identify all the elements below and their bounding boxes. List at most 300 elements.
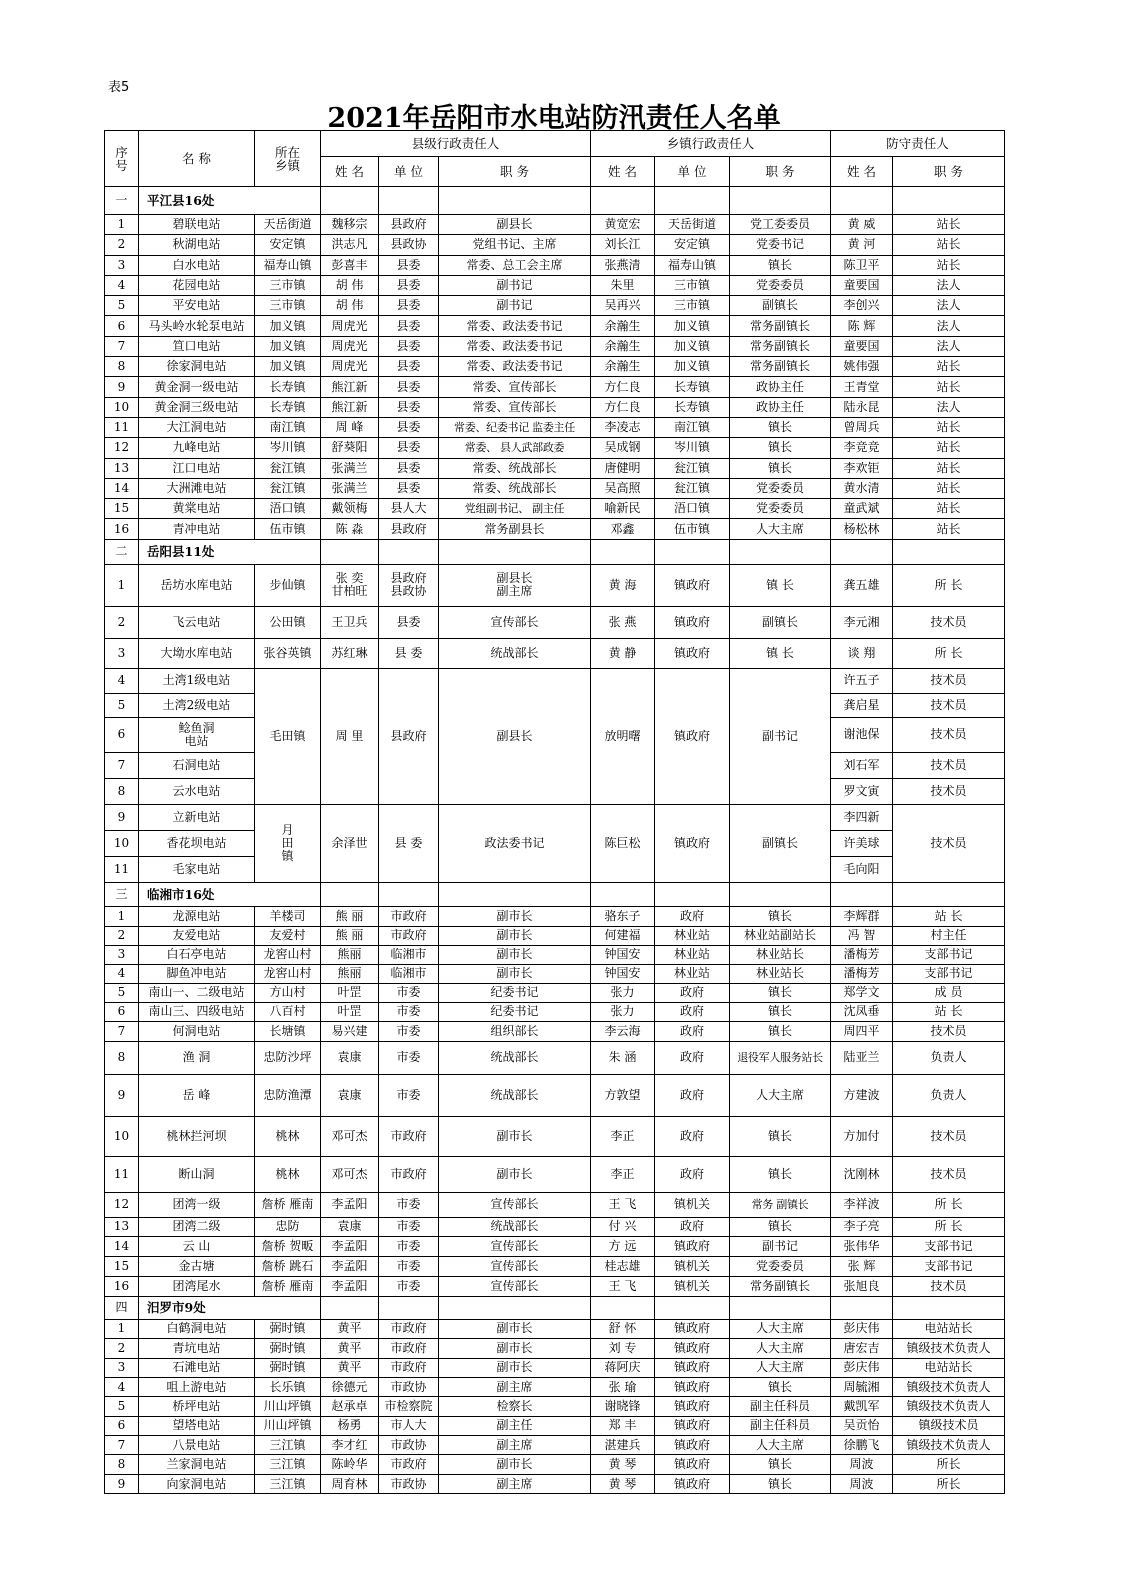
table-cell: 李子亮 <box>831 1217 893 1236</box>
table-cell: 8 <box>105 1041 139 1074</box>
header-township-unit: 单 位 <box>655 157 730 187</box>
table-cell: 11 <box>105 856 139 882</box>
table-cell: 负责人 <box>893 1041 1005 1074</box>
header-county-duty: 职 务 <box>439 157 591 187</box>
section-title: 临湘市16处 <box>139 882 321 906</box>
table-cell: 毛田镇 <box>255 668 321 804</box>
table-cell: 2 <box>105 606 139 638</box>
table-cell: 三市镇 <box>255 296 321 316</box>
header-town: 所在 乡镇 <box>255 131 321 187</box>
table-cell: 法人 <box>893 316 1005 336</box>
table-cell: 常委、政法委书记 <box>439 316 591 336</box>
table-cell: 邓可杰 <box>321 1116 379 1156</box>
table-cell: 党工委委员 <box>730 215 831 235</box>
table-cell: 月 田 镇 <box>255 804 321 882</box>
table-cell: 3 <box>105 945 139 964</box>
empty-cell <box>379 882 439 906</box>
table-cell: 市委 <box>379 1074 439 1116</box>
table-cell: 镇长 <box>730 1116 831 1156</box>
table-cell: 长乐镇 <box>255 1377 321 1396</box>
table-cell: 长寿镇 <box>255 397 321 417</box>
table-row <box>105 1074 1005 1116</box>
table-cell: 人大主席 <box>730 1319 831 1338</box>
empty-cell <box>591 539 655 564</box>
table-cell: 李才红 <box>321 1436 379 1455</box>
table-cell: 电站站长 <box>893 1319 1005 1338</box>
table-cell: 政府 <box>655 1021 730 1041</box>
table-cell: 胡 伟 <box>321 296 379 316</box>
table-row <box>105 215 1005 235</box>
table-cell: 青坑电站 <box>139 1339 255 1358</box>
table-row <box>105 397 1005 417</box>
table-cell: 桃林 <box>255 1116 321 1156</box>
table-cell: 云水电站 <box>139 778 255 804</box>
table-row <box>105 478 1005 498</box>
table-cell: 支部书记 <box>893 1236 1005 1256</box>
table-cell: 退役军人服务站长 <box>730 1041 831 1074</box>
table-cell: 负责人 <box>893 1074 1005 1116</box>
table-row <box>105 316 1005 336</box>
header-guard-group: 防守责任人 <box>831 131 1005 157</box>
table-cell: 副县长 <box>439 215 591 235</box>
table-cell: 副主任科员 <box>730 1416 831 1435</box>
table-cell: 谈 翔 <box>831 638 893 668</box>
table-cell: 3 <box>105 255 139 275</box>
table-cell: 镇长 <box>730 417 831 437</box>
table-cell: 市政府 <box>379 1358 439 1377</box>
table-cell: 副主席 <box>439 1377 591 1396</box>
table-cell: 陈卫平 <box>831 255 893 275</box>
table-cell: 副市长 <box>439 1339 591 1358</box>
table-cell: 三市镇 <box>255 275 321 295</box>
table-cell: 步仙镇 <box>255 564 321 606</box>
table-row <box>105 1416 1005 1435</box>
table-cell: 詹桥 雁南 <box>255 1192 321 1217</box>
table-row <box>105 564 1005 606</box>
table-cell: 副市长 <box>439 1358 591 1377</box>
table-cell: 县 委 <box>379 638 439 668</box>
table-cell: 政协主任 <box>730 377 831 397</box>
table-cell: 熊 丽 <box>321 906 379 926</box>
table-cell: 桂志雄 <box>591 1256 655 1276</box>
county-duty-pair <box>439 564 591 606</box>
table-cell: 常务副镇长 <box>730 357 831 377</box>
table-cell: 统战部长 <box>439 1074 591 1116</box>
table-cell: 童武斌 <box>831 499 893 519</box>
table-cell: 朱里 <box>591 275 655 295</box>
table-cell: 常委、纪委书记 监委主任 <box>439 417 591 437</box>
empty-cell <box>831 882 893 906</box>
section-row <box>105 187 1005 215</box>
table-cell: 苏红琳 <box>321 638 379 668</box>
table-cell: 李凌志 <box>591 417 655 437</box>
table-cell: 人大主席 <box>730 1358 831 1377</box>
table-row <box>105 1377 1005 1396</box>
table-cell: 龙窖山村 <box>255 945 321 964</box>
table-cell: 徐德元 <box>321 1377 379 1396</box>
table-cell: 瓮江镇 <box>255 478 321 498</box>
table-cell: 市政府 <box>379 1116 439 1156</box>
table-cell: 镇级技术员 <box>893 1416 1005 1435</box>
table-cell: 朱 涵 <box>591 1041 655 1074</box>
empty-cell <box>591 1296 655 1319</box>
table-cell: 副主任 <box>439 1416 591 1435</box>
table-cell: 镇政府 <box>655 1236 730 1256</box>
table-cell: 白石亭电站 <box>139 945 255 964</box>
table-cell: 彭庆伟 <box>831 1319 893 1338</box>
table-row <box>105 1116 1005 1156</box>
table-cell: 李四新 <box>831 804 893 830</box>
table-cell: 放明曙 <box>591 668 655 804</box>
table-cell: 技术员 <box>893 668 1005 693</box>
table-cell: 林业站 <box>655 945 730 964</box>
unit-name: 县政协 <box>390 584 427 599</box>
table-cell: 方仁良 <box>591 377 655 397</box>
table-cell: 7 <box>105 336 139 356</box>
table-cell: 林业站长 <box>730 964 831 983</box>
table-cell: 桥坪电站 <box>139 1397 255 1416</box>
table-cell: 张 辉 <box>831 1256 893 1276</box>
table-cell: 镇长 <box>730 906 831 926</box>
table-cell: 政府 <box>655 1041 730 1074</box>
table-row <box>105 1256 1005 1276</box>
table-cell: 副镇长 <box>730 606 831 638</box>
table-row <box>105 906 1005 926</box>
header-county-group: 县级行政责任人 <box>321 131 591 157</box>
table-cell: 常务副县长 <box>439 519 591 539</box>
table-cell: 所长 <box>893 1474 1005 1493</box>
table-cell: 周毓湘 <box>831 1377 893 1396</box>
table-cell: 纪委书记 <box>439 983 591 1002</box>
table-cell: 党委委员 <box>730 478 831 498</box>
table-row <box>105 1276 1005 1296</box>
table-cell: 八景电站 <box>139 1436 255 1455</box>
empty-cell <box>730 1296 831 1319</box>
table-cell: 刘长江 <box>591 235 655 255</box>
table-cell: 伍市镇 <box>255 519 321 539</box>
table-cell: 瓮江镇 <box>655 478 730 498</box>
table-row <box>105 377 1005 397</box>
header-county-name: 姓 名 <box>321 157 379 187</box>
table-cell: 李正 <box>591 1156 655 1192</box>
table-cell: 友爱电站 <box>139 926 255 945</box>
table-cell: 副镇长 <box>730 296 831 316</box>
table-cell: 彭喜丰 <box>321 255 379 275</box>
table-cell: 三市镇 <box>655 275 730 295</box>
table-cell: 伍市镇 <box>655 519 730 539</box>
empty-cell <box>893 539 1005 564</box>
table-cell: 站长 <box>893 438 1005 458</box>
table-cell: 张满兰 <box>321 478 379 498</box>
empty-cell <box>831 539 893 564</box>
table-cell: 常委、宣传部长 <box>439 377 591 397</box>
table-cell: 黄水清 <box>831 478 893 498</box>
table-cell: 10 <box>105 1116 139 1156</box>
table-cell: 土湾2级电站 <box>139 693 255 717</box>
table-cell: 毛向阳 <box>831 856 893 882</box>
table-cell: 镇政府 <box>655 1397 730 1416</box>
table-cell: 5 <box>105 693 139 717</box>
section-row <box>105 539 1005 564</box>
table-cell: 法人 <box>893 336 1005 356</box>
table-cell: 沈刚林 <box>831 1156 893 1192</box>
table-cell: 郑 丰 <box>591 1416 655 1435</box>
table-cell: 4 <box>105 668 139 693</box>
table-cell: 龚五雄 <box>831 564 893 606</box>
table-cell: 断山洞 <box>139 1156 255 1192</box>
table-cell: 陆永昆 <box>831 397 893 417</box>
table-cell: 方 远 <box>591 1236 655 1256</box>
table-cell: 黄平 <box>321 1358 379 1377</box>
table-cell: 忠防 <box>255 1217 321 1236</box>
table-cell: 15 <box>105 499 139 519</box>
table-cell: 县政府 <box>379 215 439 235</box>
table-row <box>105 1397 1005 1416</box>
table-cell: 方建波 <box>831 1074 893 1116</box>
table-cell: 李元湘 <box>831 606 893 638</box>
table-cell: 黄平 <box>321 1339 379 1358</box>
table-cell: 钟国安 <box>591 964 655 983</box>
table-cell: 安定镇 <box>655 235 730 255</box>
empty-cell <box>893 187 1005 215</box>
table-cell: 镇政府 <box>655 606 730 638</box>
table-row <box>105 804 1005 830</box>
table-cell: 秋湖电站 <box>139 235 255 255</box>
table-cell: 市政协 <box>379 1474 439 1493</box>
page-title: 2021年岳阳市水电站防汛责任人名单 <box>327 103 781 134</box>
table-cell: 长寿镇 <box>255 377 321 397</box>
table-cell: 副市长 <box>439 1455 591 1474</box>
responsibility-table <box>104 130 1005 1494</box>
table-cell: 5 <box>105 983 139 1002</box>
section-number: 四 <box>105 1296 139 1319</box>
table-cell: 周育林 <box>321 1474 379 1493</box>
table-row <box>105 1358 1005 1377</box>
table-row <box>105 255 1005 275</box>
table-cell: 市委 <box>379 1256 439 1276</box>
table-cell: 镇长 <box>730 1217 831 1236</box>
table-cell: 市委 <box>379 1217 439 1236</box>
table-cell: 周波 <box>831 1455 893 1474</box>
table-cell: 县委 <box>379 296 439 316</box>
table-cell: 县委 <box>379 478 439 498</box>
table-cell: 党委委员 <box>730 275 831 295</box>
table-cell: 李正 <box>591 1116 655 1156</box>
table-cell: 林业站 <box>655 964 730 983</box>
table-cell: 加义镇 <box>655 357 730 377</box>
table-cell: 县委 <box>379 377 439 397</box>
table-cell: 黄 琴 <box>591 1455 655 1474</box>
table-cell: 镇长 <box>730 255 831 275</box>
table-cell: 戴领梅 <box>321 499 379 519</box>
table-cell: 黄金洞一级电站 <box>139 377 255 397</box>
table-cell: 王青堂 <box>831 377 893 397</box>
table-cell: 副主席 <box>439 1436 591 1455</box>
table-cell: 7 <box>105 1436 139 1455</box>
table-cell: 11 <box>105 417 139 437</box>
table-cell: 县委 <box>379 255 439 275</box>
header-seq: 序 号 <box>105 131 139 187</box>
table-cell: 站长 <box>893 519 1005 539</box>
table-cell: 技术员 <box>893 606 1005 638</box>
table-cell: 川山坪镇 <box>255 1416 321 1435</box>
table-cell: 江口电站 <box>139 458 255 478</box>
empty-cell <box>730 187 831 215</box>
table-cell: 县委 <box>379 438 439 458</box>
table-cell: 何洞电站 <box>139 1021 255 1041</box>
table-cell: 政府 <box>655 1217 730 1236</box>
table-cell: 张谷英镇 <box>255 638 321 668</box>
table-cell: 胡 伟 <box>321 275 379 295</box>
table-row <box>105 499 1005 519</box>
section-title: 汨罗市9处 <box>139 1296 321 1319</box>
table-cell: 桃林 <box>255 1156 321 1192</box>
table-cell: 站长 <box>893 235 1005 255</box>
table-cell: 洪志凡 <box>321 235 379 255</box>
table-cell: 4 <box>105 964 139 983</box>
table-cell: 政府 <box>655 983 730 1002</box>
table-cell: 技术员 <box>893 1156 1005 1192</box>
table-cell: 方仁良 <box>591 397 655 417</box>
table-cell: 陆亚兰 <box>831 1041 893 1074</box>
table-cell: 10 <box>105 830 139 856</box>
table-cell: 站长 <box>893 499 1005 519</box>
table-cell: 市政府 <box>379 1319 439 1338</box>
empty-cell <box>893 882 1005 906</box>
table-cell: 戴凯军 <box>831 1397 893 1416</box>
table-cell: 站 长 <box>893 1002 1005 1021</box>
table-cell: 三江镇 <box>255 1436 321 1455</box>
empty-cell <box>321 187 379 215</box>
table-cell: 技术员 <box>893 778 1005 804</box>
header-township-group: 乡镇行政责任人 <box>591 131 831 157</box>
table-cell: 县委 <box>379 397 439 417</box>
table-cell: 副市长 <box>439 1319 591 1338</box>
table-cell: 副书记 <box>730 1236 831 1256</box>
table-cell: 福寿山镇 <box>655 255 730 275</box>
header-row-1 <box>105 131 1005 157</box>
duty-name: 副县长 <box>496 571 533 586</box>
table-row <box>105 1002 1005 1021</box>
table-row <box>105 458 1005 478</box>
table-cell: 团湾尾水 <box>139 1276 255 1296</box>
table-cell: 站长 <box>893 255 1005 275</box>
table-cell: 2 <box>105 926 139 945</box>
table-cell: 站长 <box>893 377 1005 397</box>
table-cell: 9 <box>105 804 139 830</box>
table-cell: 2 <box>105 235 139 255</box>
table-cell: 张伟华 <box>831 1236 893 1256</box>
table-cell: 12 <box>105 1192 139 1217</box>
empty-cell <box>439 187 591 215</box>
table-cell: 常务副镇长 <box>730 316 831 336</box>
table-cell: 技术员 <box>893 1116 1005 1156</box>
table-cell: 安定镇 <box>255 235 321 255</box>
table-cell: 冯 智 <box>831 926 893 945</box>
table-cell: 6 <box>105 1416 139 1435</box>
table-cell: 许五子 <box>831 668 893 693</box>
table-cell: 金古塘 <box>139 1256 255 1276</box>
table-cell: 张燕清 <box>591 255 655 275</box>
table-cell: 宣传部长 <box>439 1256 591 1276</box>
table-cell: 青冲电站 <box>139 519 255 539</box>
table-cell: 市委 <box>379 983 439 1002</box>
table-cell: 检察长 <box>439 1397 591 1416</box>
empty-cell <box>831 1296 893 1319</box>
header-township-name: 姓 名 <box>591 157 655 187</box>
table-cell: 邓可杰 <box>321 1156 379 1192</box>
table-cell: 谢池保 <box>831 717 893 752</box>
table-cell: 所 长 <box>893 638 1005 668</box>
table-cell: 林业站副站长 <box>730 926 831 945</box>
table-cell: 李竞竞 <box>831 438 893 458</box>
table-row <box>105 336 1005 356</box>
table-cell: 镇长 <box>730 983 831 1002</box>
table-number-label: 表5 <box>108 80 130 95</box>
table-cell: 黄平 <box>321 1319 379 1338</box>
header-name: 名 称 <box>139 131 255 187</box>
table-cell: 常委、统战部长 <box>439 458 591 478</box>
table-cell: 技术员 <box>893 1276 1005 1296</box>
table-cell: 2 <box>105 1339 139 1358</box>
table-cell: 县人大 <box>379 499 439 519</box>
table-cell: 6 <box>105 717 139 752</box>
table-cell: 方敦望 <box>591 1074 655 1116</box>
section-number: 三 <box>105 882 139 906</box>
table-cell: 白水电站 <box>139 255 255 275</box>
section-row <box>105 1296 1005 1319</box>
table-cell: 成 员 <box>893 983 1005 1002</box>
table-cell: 龙窖山村 <box>255 964 321 983</box>
empty-cell <box>439 882 591 906</box>
table-cell: 陈巨松 <box>591 804 655 882</box>
section-number: 一 <box>105 187 139 215</box>
table-cell: 刘 专 <box>591 1339 655 1358</box>
table-cell: 副主任科员 <box>730 1397 831 1416</box>
table-cell: 11 <box>105 1156 139 1192</box>
table-cell: 县委 <box>379 275 439 295</box>
table-cell: 咀上游电站 <box>139 1377 255 1396</box>
table-cell: 方加付 <box>831 1116 893 1156</box>
table-cell: 1 <box>105 564 139 606</box>
table-cell: 张 燕 <box>591 606 655 638</box>
table-row <box>105 1455 1005 1474</box>
table-cell: 沈凤垂 <box>831 1002 893 1021</box>
table-cell: 市委 <box>379 1192 439 1217</box>
table-cell: 市政府 <box>379 1455 439 1474</box>
table-cell: 谢晓锋 <box>591 1397 655 1416</box>
table-cell: 站长 <box>893 478 1005 498</box>
table-cell: 镇政府 <box>655 1358 730 1377</box>
table-cell: 舒葵阳 <box>321 438 379 458</box>
table-cell: 镇长 <box>730 1474 831 1493</box>
county-unit-pair <box>379 564 439 606</box>
table-cell: 副市长 <box>439 1116 591 1156</box>
table-cell: 宣传部长 <box>439 1192 591 1217</box>
table-cell: 周四平 <box>831 1021 893 1041</box>
table-cell: 所长 <box>893 1455 1005 1474</box>
table-cell: 望塔电站 <box>139 1416 255 1435</box>
table-cell: 技术员 <box>893 1021 1005 1041</box>
table-cell: 土湾1级电站 <box>139 668 255 693</box>
table-cell: 宣传部长 <box>439 1236 591 1256</box>
table-cell: 黄 静 <box>591 638 655 668</box>
table-cell: 人大主席 <box>730 1436 831 1455</box>
table-cell: 组织部长 <box>439 1021 591 1041</box>
table-cell: 站 长 <box>893 906 1005 926</box>
table-cell: 市政协 <box>379 1436 439 1455</box>
table-cell: 花园电站 <box>139 275 255 295</box>
